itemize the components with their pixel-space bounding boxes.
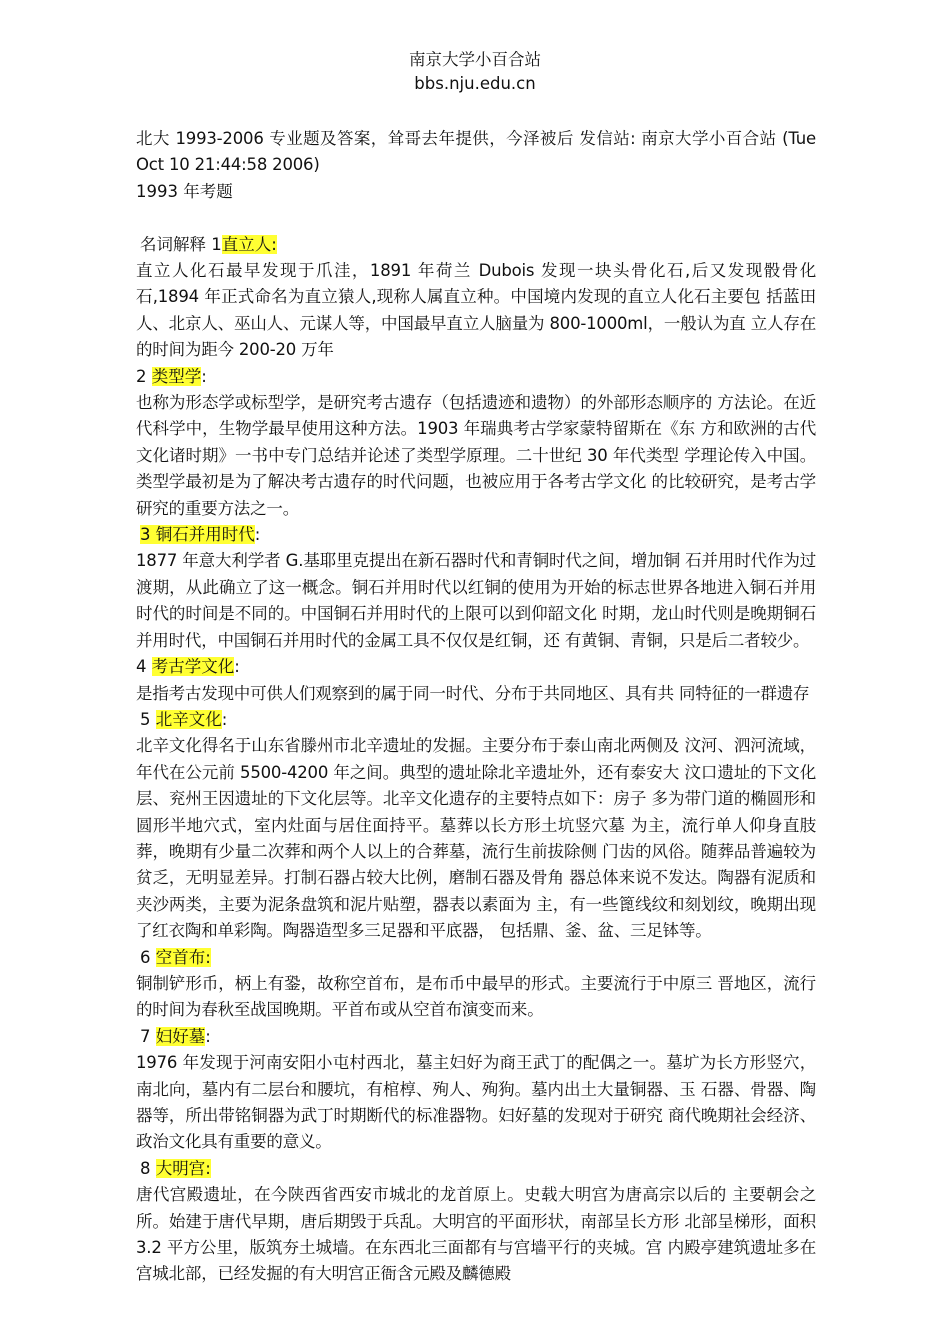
site-header (0, 48, 950, 96)
term-highlight: 北辛文化 (155, 709, 222, 729)
term-highlight: 空首布: (155, 947, 211, 967)
term-heading-1 (136, 232, 816, 258)
term-definition-8: 唐代宫殿遗址，在今陕西省西安市城北的龙首原上。史载大明宫为唐高宗以后的 主要朝会之所。始建于唐代早期，唐后期毁于兵乱。大明宫的平面形状，南部呈长方形 北部呈梯形，面积 3.2 平方公里，版筑夯土城墙。在东西北三面都有与宫墙平行的夹城。宫 内殿亭建筑遗址多在宫城北部，已经发掘的有大明宫正衙含元殿及麟德殿 (136, 1185, 816, 1284)
term-heading-4 (136, 654, 816, 680)
term-highlight: 考古学文化 (151, 657, 235, 677)
term-suffix: : (205, 1026, 211, 1046)
term-definition-2: 也称为形态学或标型学，是研究考古遗存（包括遗迹和遗物）的外部形态顺序的 方法论。在近代科学中，生物学最早使用这种方法。1903 年瑞典考古学家蒙特留斯在《东 方和欧洲的古代文化诸时期》一书中专门总结并论述了类型学原理。二十世纪 30 年代类型 学理论传入中国。类型学最初是为了解决考古遗存的时代问题，也被应用于各考古学文化 的比较研究，是考古学研究的重要方法之一。 (136, 393, 816, 518)
term-heading-6 (136, 945, 816, 971)
term-heading-8 (136, 1156, 816, 1182)
term-definition-4: 是指考古发现中可供人们观察到的属于同一时代、分布于共同地区、具有共 同特征的一群遗存 (136, 683, 810, 703)
term-definition-3: 1877 年意大利学者 G.基耶里克提出在新石器时代和青铜时代之间，增加铜 石并用时代作为过渡期，从此确立了这一概念。铜石并用时代以红铜的使用为开始的标志世界各地进入铜石并用时代的时间是不同的。中国铜石并用时代的上限可以到仰韶文化 时期，龙山时代则是晚期铜石并用时代，中国铜石并用时代的金属工具不仅仅是红铜，还 有黄铜、青铜，只是后二者较少。 (136, 551, 816, 650)
term-heading-3 (136, 522, 816, 548)
term-number: 4 (136, 657, 147, 677)
term-highlight: 大明宫: (155, 1158, 211, 1178)
document-body (136, 126, 816, 1288)
term-number: 7 (140, 1026, 151, 1046)
site-name: 南京大学小百合站 (409, 50, 541, 69)
term-heading-2 (136, 364, 816, 390)
blank-line (136, 205, 816, 231)
term-number: 5 (140, 709, 151, 729)
term-number: 8 (140, 1158, 151, 1178)
term-heading-5 (136, 707, 816, 733)
term-suffix: : (221, 709, 228, 729)
term-highlight: 直立人: (221, 234, 277, 254)
term-suffix: : (201, 366, 207, 386)
section-label: 名词解释 (140, 234, 206, 254)
term-suffix: : (254, 525, 261, 545)
term-number: 1 (211, 234, 222, 254)
site-url: bbs.nju.edu.cn (414, 74, 536, 93)
term-definition-6: 铜制铲形币，柄上有銎，故称空首布，是布币中最早的形式。主要流行于中原三 晋地区，流行的时间为春秋至战国晚期。平首布或从空首布演变而来。 (136, 973, 816, 1020)
term-highlight: 3 铜石并用时代 (140, 525, 255, 545)
exam-year-heading: 1993 年考题 (136, 181, 233, 201)
term-heading-7 (136, 1024, 816, 1050)
term-number: 2 (136, 366, 147, 386)
term-suffix: : (234, 657, 240, 677)
term-definition-5: 北辛文化得名于山东省滕州市北辛遗址的发掘。主要分布于泰山南北两侧及 汶河、泗河流域，年代在公元前 5500-4200 年之间。典型的遗址除北辛遗址外，还有泰安大 汶口遗址的下文化层、兖州王因遗址的下文化层等。北辛文化遗存的主要特点如下：房子 多为带门道的椭圆形和圆形半地穴式，室内灶面与居住面持平。墓葬以长方形土坑竖穴墓 为主，流行单人仰身直肢葬，晚期有少量二次葬和两个人以上的合葬墓，流行生前拔除侧 门齿的风俗。随葬品普遍较为贫乏，无明显差异。打制石器占较大比例，磨制石器及骨角 器总体来说不发达。陶器有泥质和夹沙两类，主要为泥条盘筑和泥片贴塑，器表以素面为 主，有一些篦线纹和刻划纹，晚期出现了红衣陶和单彩陶。陶器造型多三足器和平底器， 包括鼎、釜、盆、三足钵等。 (136, 736, 816, 941)
term-definition-7: 1976 年发现于河南安阳小屯村西北，墓主妇好为商王武丁的配偶之一。墓圹为长方形竖穴，南北向，墓内有二层台和腰坑，有棺椁、殉人、殉狗。墓内出土大量铜器、玉 石器、骨器、陶器等，所出带铭铜器为武丁时期断代的标准器物。妇好墓的发现对于研究 商代晚期社会经济、政治文化具有重要的意义。 (136, 1053, 816, 1152)
term-definition-1: 直立人化石最早发现于爪洼，1891 年荷兰 Dubois 发现一块头骨化石,后又发现骰骨化石,1894 年正式命名为直立猿人,现称人属直立种。中国境内发现的直立人化石主要包 括蓝田人、北京人、巫山人、元谋人等，中国最早直立人脑量为 800-1000ml，一般认为直 立人存在的时间为距今 200-20 万年 (136, 261, 816, 360)
term-highlight: 妇好墓 (155, 1026, 206, 1046)
intro-line: 北大 1993-2006 专业题及答案，耸哥去年提供，今泽被后 发信站: 南京大学小百合站 (Tue Oct 10 21:44:58 2006) (136, 129, 816, 175)
term-highlight: 类型学 (151, 366, 202, 386)
term-number: 6 (140, 947, 151, 967)
